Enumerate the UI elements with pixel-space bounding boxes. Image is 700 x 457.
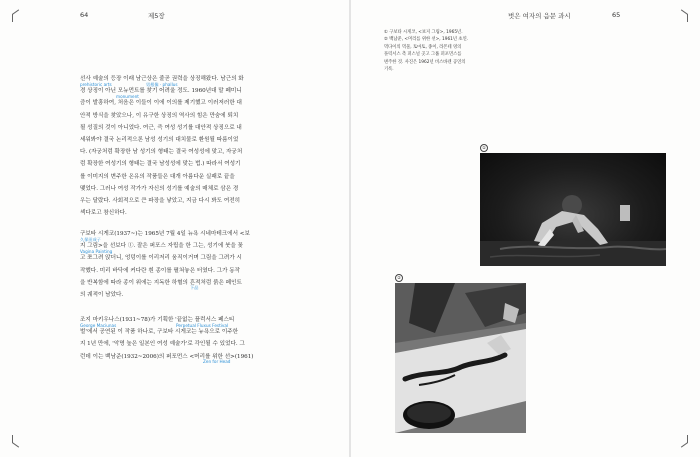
annotation-vagina-painting: Vagina Painting (80, 249, 113, 254)
caption-line: ② 백남준, <머리를 위한 선>, 1961년 초연. (384, 37, 469, 43)
text-line: 조지 마키우나스(1931~78)가 기획한 '끝없는 플럭서스 페스티 (80, 317, 235, 323)
annotation-kubota: 久保田成子 (80, 237, 101, 242)
annotation-prehistoric: prehistoric arts (80, 82, 112, 87)
annotation-perpetual-fluxus: Perpetual Fluxus Festival (176, 323, 229, 328)
chapter-title: 제5장 (148, 12, 165, 20)
caption-line: ① 구보타 시게코, <보지 그림>, 1965년. (384, 30, 463, 35)
annotation-cinematheque: 下品 (190, 285, 199, 290)
text-line: 벌'에서 공연된 이 작품 하나로, 구보타 시게코는 뉴욕으로 이주한 (80, 329, 239, 336)
figure-marker-1: ① (480, 144, 488, 152)
text-line: 맺었다. 그러나 여성 작가가 자신의 성기를 예술의 매체로 삼은 경 (80, 185, 239, 192)
text-line: 를 이미지의 변주한 온유의 작품들은 대개 아름다운 실패로 끝을 (80, 173, 235, 180)
caption-line: 기록. (384, 67, 394, 73)
text-line: 즘이 발흥하여, 처음은 이들이 이에 이의를 제기했고 이러저러한 대 (80, 100, 242, 107)
text-line: 을 반복함에 따라 종이 위에는 지독한 하혈의 흔적처럼 붉은 페인트 (80, 279, 242, 286)
text-line: 고 쪼그려 앉더니, 엉덩이를 이리저리 움직이거며 그림을 그려가 시 (80, 255, 242, 262)
text-line: 지 1년 만에, '악명 높은 일본인 여성 예술가'로 각인될 수 있었다. 그 (80, 341, 245, 348)
text-line: 런데 이는 백남준(1932~2006)의 퍼포먼스 <머리를 위한 선>(1961) (80, 353, 254, 360)
text-line: 선사 예술의 등장 이래 남근상은 줄곧 권력을 상징해왔다. 남근의 화 (80, 76, 244, 82)
crop-mark-icon (680, 14, 688, 22)
body-paragraph-2 (80, 228, 272, 301)
text-line: 경 상징이 아닌 모뉴먼트를 찾기 어려울 정도. 1960년대 말 페미니 (80, 88, 242, 95)
caption-line: 변주한 것. 사진은 1962년 비스바덴 공연의 (384, 59, 466, 65)
text-line: 안적 방식을 찾았으나, 이 유구한 상징의 역사의 힘은 만숨에 퇴치 (80, 112, 239, 119)
photo-zen-for-head (395, 283, 526, 433)
text-line: 의 궤적이 남았다. (80, 292, 124, 299)
text-line: 지 그림>을 선보다 ①. 잘은 퍼포스 자립을 한 그는, 성기에 붓을 꽂 (80, 243, 244, 250)
figure-captions (384, 29, 489, 73)
body-paragraph-3 (80, 314, 272, 363)
text-line: 작했다. 미리 바닥에 커다란 흰 종이를 펼쳐놓은 터였다. 그가 동작 (80, 267, 241, 274)
annotation-zen-for-head: Zen for Head (203, 359, 231, 364)
annotation-monument: monument (116, 94, 139, 99)
text-line: 다. (자궁처럼 확장한 남 성기의 형태는 결국 여성성에 맞고, 자궁처 (80, 149, 243, 156)
annotation-phallus: 男根像 · phallus (146, 82, 178, 87)
running-title: 벗은 여자의 음문 과시 (508, 12, 571, 20)
caption-line: 플럭서스 측 퍼스널 곳고 그룹 퍼포먼스를 (384, 52, 462, 58)
text-line: 세워봐야 결국 논리적으론 남성 성기의 대치물로 환원될 따름이었 (80, 137, 239, 144)
body-paragraph-1 (80, 73, 272, 219)
text-line: 럼 확장한 여성기의 형태는 결국 남성성에 맞는 법.) 따라서 여성기 (80, 161, 241, 168)
text-line: 섹다로고 참신하다. (80, 210, 127, 217)
photo-zen-for-head-image (395, 283, 526, 433)
annotation-maciunas: George Maciunas (80, 323, 117, 328)
left-page-number: 64 (80, 11, 89, 19)
photo-vagina-painting (480, 153, 666, 266)
text-line: 될 성질의 것이 아니었다. 여근, 즉 여성 성기를 대안적 상징으로 내 (80, 124, 242, 131)
crop-mark-icon (680, 435, 688, 443)
right-page-number: 65 (612, 11, 621, 19)
crop-mark-icon (12, 14, 20, 22)
text-line: 구보타 시게코(1937~)는 1965년 7월 4일 뉴욕 시네마테크에서 <보 (80, 231, 250, 237)
photo-vagina-painting-image (480, 153, 666, 266)
text-line: 우는 달랐다. 사회적으로 큰 파장을 낳았고, 지금 다시 봐도 여전히 (80, 198, 241, 205)
figure-marker-2: ② (395, 274, 403, 282)
caption-line: 먹다이의 먹물, 토마토, 종이, 라몬테 영의 (384, 44, 462, 50)
crop-mark-icon (12, 435, 20, 443)
